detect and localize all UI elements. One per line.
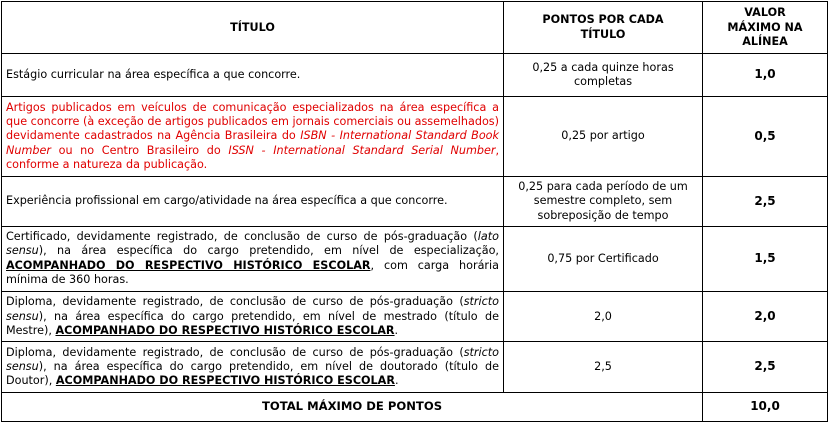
table-row — [2, 177, 828, 226]
row-points: 0,75 por Certificado — [504, 226, 703, 291]
row-max: 2,5 — [703, 177, 828, 226]
row-points: 2,5 — [504, 342, 703, 392]
row-title: Estágio curricular na área específica a que concorre. — [2, 54, 504, 96]
table-row — [2, 54, 828, 96]
row-title: Certificado, devidamente registrado, de conclusão de curso de pós-graduação (lato sensu), na área específica do cargo pretendido, em nível de especialização, ACOMPANHADO DO RESPECTIVO HISTÓRICO ESCOLAR, com carga horária mínima de 360 horas. — [2, 226, 504, 291]
table-row — [2, 96, 828, 177]
row-max: 0,5 — [703, 96, 828, 177]
row-max: 1,0 — [703, 54, 828, 96]
row-title: Diploma, devidamente registrado, de conclusão de curso de pós-graduação (stricto sensu), na área específica do cargo pretendido, em nível de mestrado (título de Mestre), ACOMPANHADO DO RESPECTIVO HISTÓRICO ESCOLAR. — [2, 292, 504, 342]
total-label: TOTAL MÁXIMO DE PONTOS — [2, 392, 703, 421]
scoring-table — [1, 1, 828, 422]
row-points: 2,0 — [504, 292, 703, 342]
table-row — [2, 292, 828, 342]
row-max: 1,5 — [703, 226, 828, 291]
table-row — [2, 226, 828, 291]
row-points: 0,25 por artigo — [504, 96, 703, 177]
row-points: 0,25 a cada quinze horas completas — [504, 54, 703, 96]
header-title: TÍTULO — [2, 2, 504, 54]
header-points: PONTOS POR CADA TÍTULO — [504, 2, 703, 54]
row-points: 0,25 para cada período de um semestre completo, sem sobreposição de tempo — [504, 177, 703, 226]
row-title: Artigos publicados em veículos de comunicação especializados na área específica a que concorre (à exceção de artigos publicados em jornais comerciais ou assemelhados) devidamente cadastrados na Agência Brasileira do ISBN - International Standard Book Number ou no Centro Brasileiro do ISSN - International Standard Serial Number, conforme a natureza da publicação. — [2, 96, 504, 177]
header-row — [2, 2, 828, 54]
header-max: VALOR MÁXIMO NA ALÍNEA — [703, 2, 828, 54]
total-row — [2, 392, 828, 421]
row-max: 2,0 — [703, 292, 828, 342]
row-title: Diploma, devidamente registrado, de conclusão de curso de pós-graduação (stricto sensu), na área específica do cargo pretendido, em nível de doutorado (título de Doutor), ACOMPANHADO DO RESPECTIVO HISTÓRICO ESCOLAR. — [2, 342, 504, 392]
total-value: 10,0 — [703, 392, 828, 421]
row-max: 2,5 — [703, 342, 828, 392]
table-row — [2, 342, 828, 392]
row-title: Experiência profissional em cargo/atividade na área específica a que concorre. — [2, 177, 504, 226]
